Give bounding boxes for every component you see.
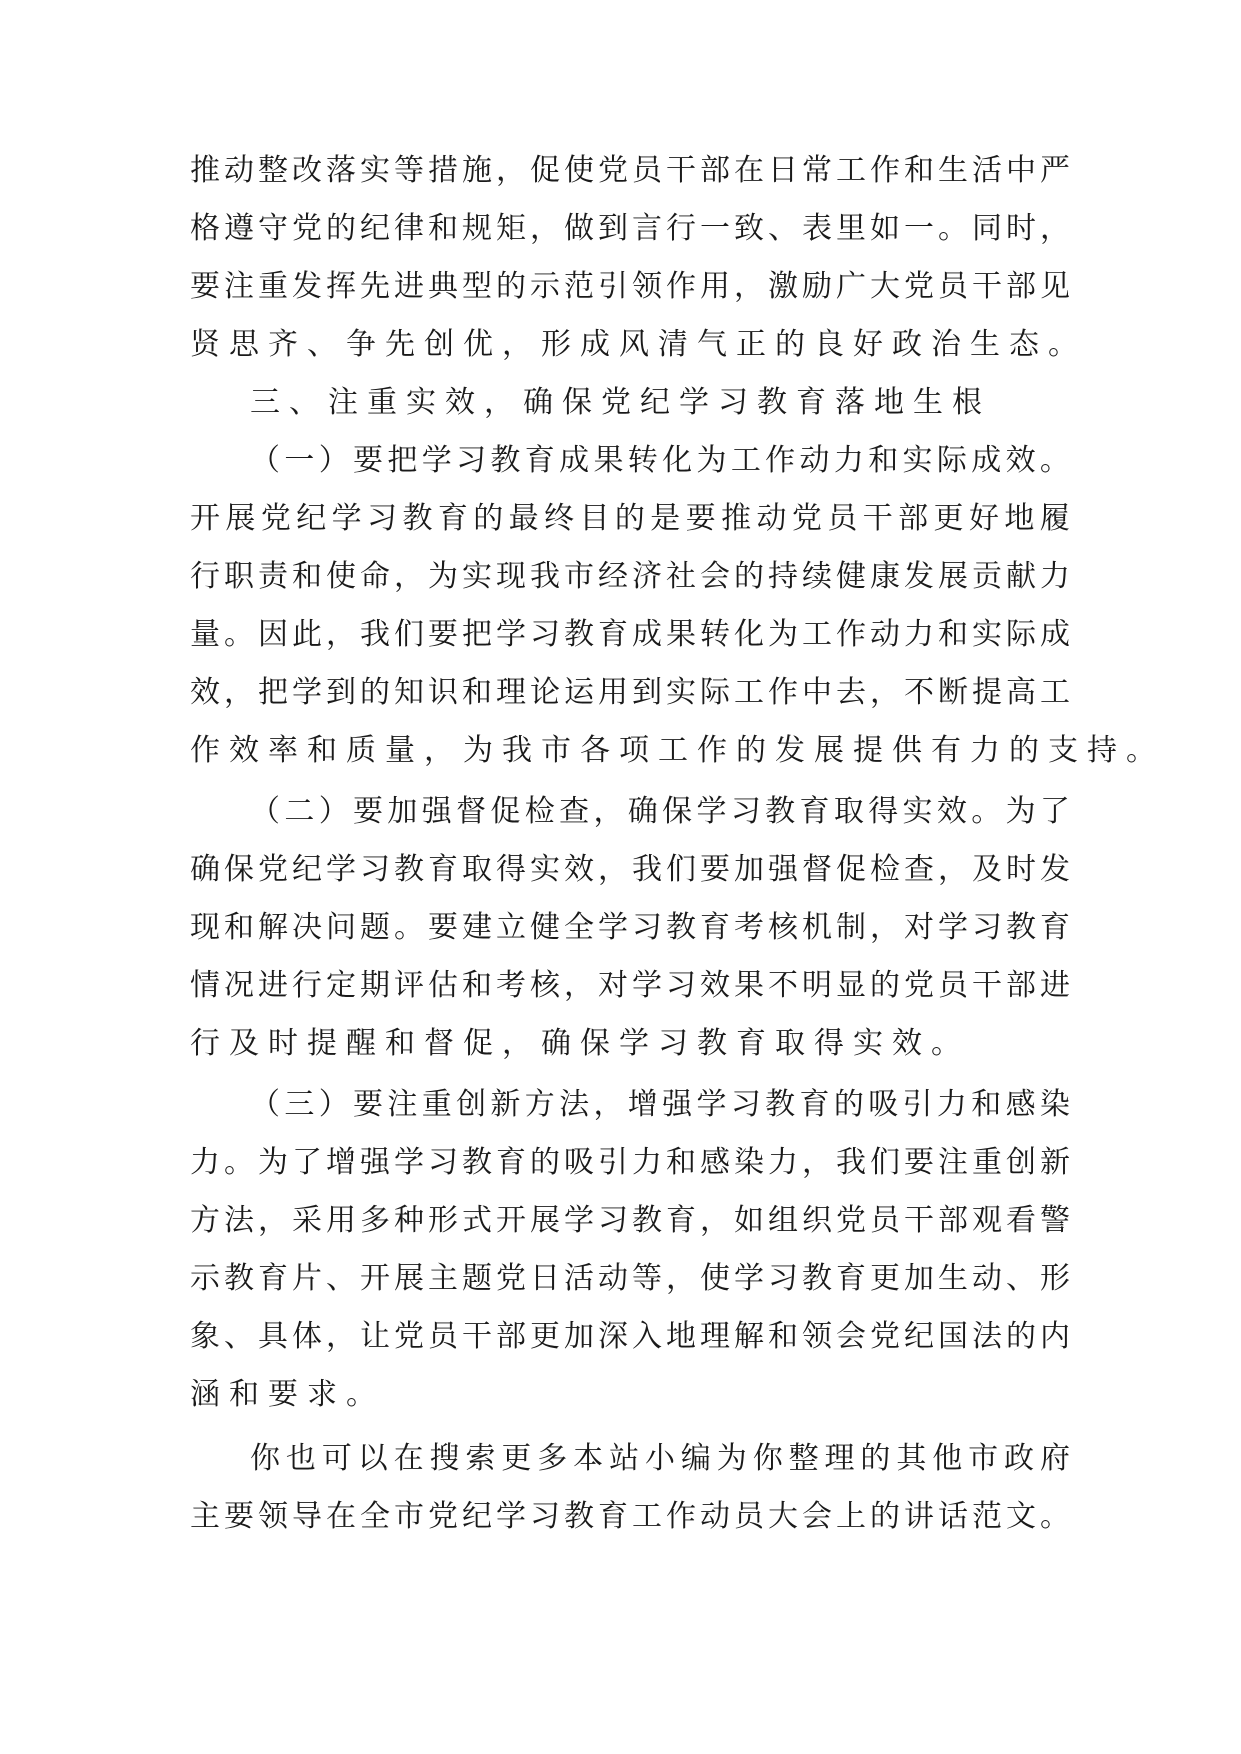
text-line: 推 动 整 改 落 实 等 措 施 ， 促 使 党 员 干 部 在 日 常 工 作 和 生 活 中 严 <box>190 153 1070 188</box>
text-line: （ 二 ） 要 加 强 督 促 检 查 ， 确 保 学 习 教 育 取 得 实 效 。 为 了 <box>250 794 1070 829</box>
text-line: （ 一 ） 要 把 学 习 教 育 成 果 转 化 为 工 作 动 力 和 实 际 成 效 。 <box>250 443 1070 478</box>
text-line: 行 职 责 和 使 命 ， 为 实 现 我 市 经 济 社 会 的 持 续 健 康 发 展 贡 献 力 <box>190 559 1070 594</box>
text-line: 现 和 解 决 问 题 。 要 建 立 健 全 学 习 教 育 考 核 机 制 ， 对 学 习 教 育 <box>190 910 1070 945</box>
text-line: 示 教 育 片 、 开 展 主 题 党 日 活 动 等 ， 使 学 习 教 育 更 加 生 动 、 形 <box>190 1261 1070 1296</box>
text-line: 主 要 领 导 在 全 市 党 纪 学 习 教 育 工 作 动 员 大 会 上 的 讲 话 范 文 。 <box>190 1499 1070 1534</box>
text-line: 力 。 为 了 增 强 学 习 教 育 的 吸 引 力 和 感 染 力 ， 我 们 要 注 重 创 新 <box>190 1145 1070 1180</box>
text-line: 效 ， 把 学 到 的 知 识 和 理 论 运 用 到 实 际 工 作 中 去 ， 不 断 提 高 工 <box>190 675 1070 710</box>
text-line: 象 、 具 体 ， 让 党 员 干 部 更 加 深 入 地 理 解 和 领 会 党 纪 国 法 的 内 <box>190 1319 1070 1354</box>
body-text <box>190 142 1165 1546</box>
text-line: （ 三 ） 要 注 重 创 新 方 法 ， 增 强 学 习 教 育 的 吸 引 力 和 感 染 <box>250 1087 1070 1122</box>
text-line: 你 也 可 以 在 搜 索 更 多 本 站 小 编 为 你 整 理 的 其 他 市 政 府 <box>250 1441 1070 1476</box>
text-line: 开 展 党 纪 学 习 教 育 的 最 终 目 的 是 要 推 动 党 员 干 部 更 好 地 履 <box>190 501 1070 536</box>
text-line: 贤思齐、争先创优，形成风清气正的良好政治生态。 <box>190 327 1087 362</box>
text-line: 确 保 党 纪 学 习 教 育 取 得 实 效 ， 我 们 要 加 强 督 促 检 查 ， 及 时 发 <box>190 852 1070 887</box>
text-line: 方 法 ， 采 用 多 种 形 式 开 展 学 习 教 育 ， 如 组 织 党 员 干 部 观 看 警 <box>190 1203 1070 1238</box>
text-line: 情 况 进 行 定 期 评 估 和 考 核 ， 对 学 习 效 果 不 明 显 的 党 员 干 部 进 <box>190 968 1070 1003</box>
text-line: 作效率和质量，为我市各项工作的发展提供有力的支持。 <box>190 733 1165 768</box>
text-line: 涵和要求。 <box>190 1377 385 1412</box>
text-line: 行及时提醒和督促，确保学习教育取得实效。 <box>190 1026 970 1061</box>
text-line: 量 。 因 此 ， 我 们 要 把 学 习 教 育 成 果 转 化 为 工 作 动 力 和 实 际 成 <box>190 617 1070 652</box>
text-line: 三、注重实效，确保党纪学习教育落地生根 <box>250 385 991 420</box>
text-line: 要 注 重 发 挥 先 进 典 型 的 示 范 引 领 作 用 ， 激 励 广 大 党 员 干 部 见 <box>190 269 1070 304</box>
text-line: 格 遵 守 党 的 纪 律 和 规 矩 ， 做 到 言 行 一 致 、 表 里 如 一 。 同 时 ， <box>190 211 1070 246</box>
